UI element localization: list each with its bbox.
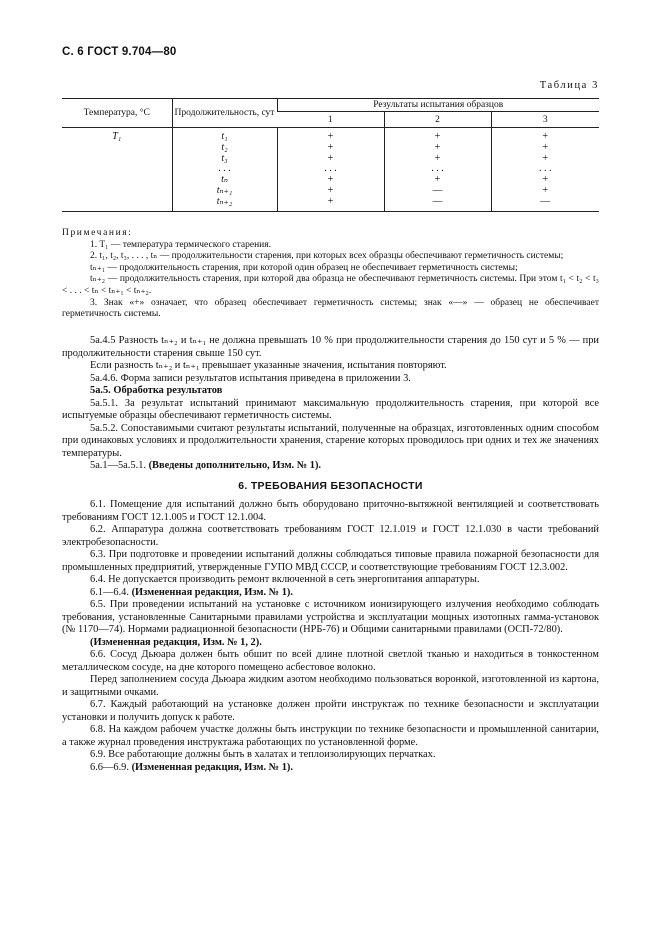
header-sample-2: 2 <box>384 112 491 128</box>
header-results: Результаты испытания образцов <box>277 99 599 112</box>
header-temperature: Температура, °С <box>62 99 172 128</box>
header-sample-1: 1 <box>277 112 384 128</box>
page-header: С. 6 ГОСТ 9.704—80 <box>62 46 177 58</box>
amendment-text: (Введены дополнительно, Изм. № 1). <box>148 460 322 471</box>
result-cell: + <box>491 175 599 186</box>
amendment-range: 6.1—6.4. <box>90 586 132 598</box>
paragraph-6-9: 6.9. Все работающие должны быть в халатах и теплоизолирующих перчатках. <box>90 749 436 760</box>
paragraph-6-2: 6.2. Аппаратура должна соответствовать требованиям ГОСТ 12.1.019 и ГОСТ 12.1.030 в части требований электробезопасности. <box>62 524 599 548</box>
paragraph-6-4: 6.4. Не допускается производить ремонт включенной в сеть энергопитания аппаратуры. <box>90 574 480 585</box>
subsection-heading: 5а.5. Обработка результатов <box>90 385 223 396</box>
result-cell: + <box>277 128 384 143</box>
result-cell: . . . <box>491 164 599 175</box>
paragraph-5a-5-1: 5а.5.1. За результат испытаний принимают максимальную продолжительность старения, при которой все испытуемые образцы обеспечивают герметичность системы. <box>62 397 599 421</box>
temperature-cell: T₁ <box>112 131 122 142</box>
amendment-range: 5а.1—5а.5.1. <box>90 460 149 471</box>
header-sample-3: 3 <box>491 112 599 128</box>
result-cell: + <box>491 186 599 197</box>
paragraph-6-6: 6.6. Сосуд Дьюара должен быть обшит по всей длине плотной светлой тканью и находиться в тонкостенном металлическом сосуде, на дне которого помещено асбестовое волокно. <box>62 649 599 673</box>
result-cell: + <box>277 175 384 186</box>
duration-cell: . . . <box>172 164 277 175</box>
duration-cell: t₂ <box>172 143 277 154</box>
paragraph-6-7: 6.7. Каждый работающий на установке должен пройти инструктаж по технике безопасности и эксплуатации установки и получить допуск к работе. <box>62 699 599 723</box>
paragraph-dewar: Перед заполнением сосуда Дьюара жидким азотом необходимо пользоваться воронкой, изготовленной из картона, и защитными очками. <box>62 674 599 698</box>
result-cell: + <box>491 128 599 143</box>
amendment-range: 6.6—6.9. <box>90 761 132 773</box>
duration-cell: t₃ <box>172 154 277 165</box>
results-table <box>62 98 599 212</box>
table-row <box>62 197 599 211</box>
note-2b: tₙ₊₂ — продолжительность старения, при которой два образца не обеспечивают герметичность системы. При этом t₁ < t₂ < t₃ < . . . < tₙ < tₙ₊₁ < tₙ₊₂. <box>62 274 599 296</box>
amendment-note <box>62 460 599 473</box>
table-row <box>62 143 599 154</box>
result-cell: . . . <box>384 164 491 175</box>
paragraph-5a-5-2: 5а.5.2. Сопоставимыми считают результаты испытаний, полученные на образцах, изготовленных одним способом при одинаковых условиях и продолжительности хранения, старение которых проводилось при одних и тех же значениях температуры. <box>62 422 599 459</box>
result-cell: + <box>384 175 491 186</box>
paragraph-6-1: 6.1. Помещение для испытаний должно быть оборудовано приточно-вытяжной вентиляцией и соответствовать требованиям ГОСТ 12.1.005 и ГОСТ 12.1.004. <box>62 499 599 523</box>
paragraph-5a-4-5: 5а.4.5 Разность tₙ₊₂ и tₙ₊₁ не должна превышать 10 % при продолжительности старения до 150 сут и 5 % — при продолжительности старения свыше 150 сут. <box>62 335 599 359</box>
duration-cell: t₁ <box>172 128 277 143</box>
amendment-text: (Измененная редакция, Изм. № 1). <box>131 761 293 773</box>
duration-cell: tₙ₊₂ <box>172 197 277 211</box>
result-cell: + <box>384 154 491 165</box>
result-cell: + <box>491 154 599 165</box>
result-cell: — <box>384 186 491 197</box>
result-cell: — <box>384 197 491 211</box>
note-1: 1. T₁ — температура термического старения. <box>90 239 271 250</box>
result-cell: — <box>491 197 599 211</box>
amendment-text: (Измененная редакция, Изм. № 1). <box>131 586 293 598</box>
paragraph-5a-4-6: 5а.4.6. Форма записи результатов испытания приведена в приложении 3. <box>90 372 411 384</box>
header-duration: Продолжительность, сут <box>172 99 277 128</box>
paragraph-repeat: Если разность tₙ₊₂ и tₙ₊₁ превышает указанные значения, испытания повторяют. <box>90 360 447 371</box>
amendment-note <box>62 587 599 600</box>
result-cell: + <box>384 143 491 154</box>
result-cell: + <box>277 197 384 211</box>
note-2a: tₙ₊₁ — продолжительность старения, при которой один образец не обеспечивает герметичность системы; <box>90 262 518 273</box>
paragraph-6-5: 6.5. При проведении испытаний на установке с источником ионизирующего излучения необходимо соблюдать требования, установленные Санитарными правилами устройства и эксплуатации мощных изотопных гамма-установок (№ 1170—74). Нормами радиационной безопасности (НРБ-76) и Общими санитарными правилами (ОСП-72/80). <box>62 599 599 635</box>
body-text <box>62 335 599 774</box>
duration-cell: tₙ <box>172 175 277 186</box>
table-caption: Таблица 3 <box>539 80 599 91</box>
note-2: 2. t₁, t₂, t₃, . . . , tₙ — продолжительности старения, при которых всех образцы обеспечивают герметичность системы; <box>90 251 564 262</box>
result-cell: + <box>277 154 384 165</box>
table-body <box>62 128 599 212</box>
section-title: 6. ТРЕБОВАНИЯ БЕЗОПАСНОСТИ <box>238 479 423 492</box>
paragraph-6-3: 6.3. При подготовке и проведении испытаний должны соблюдаться типовые правила пожарной безопасности для промышленных предприятий, утвержденные ГУПО МВД СССР, и соответствующие требованиям ГОСТ 12.3.002. <box>62 549 599 573</box>
notes-heading: Примечания: <box>62 228 133 238</box>
result-cell: + <box>277 143 384 154</box>
table-row <box>62 128 599 143</box>
result-cell: + <box>384 128 491 143</box>
duration-cell: tₙ₊₁ <box>172 186 277 197</box>
note-3: 3. Знак «+» означает, что образец обеспечивает герметичность системы; знак «—» — образец не обеспечивает герметичность системы. <box>62 297 599 320</box>
result-cell: . . . <box>277 164 384 175</box>
result-cell: + <box>277 186 384 197</box>
amendment-note: (Измененная редакция, Изм. № 1, 2). <box>90 636 262 648</box>
amendment-note <box>62 762 599 775</box>
paragraph-6-8: 6.8. На каждом рабочем участке должны быть инструкции по технике безопасности и промышленной санитарии, а также журнал проведения инструктажа работающих по установленной форме. <box>62 724 599 748</box>
table-notes <box>62 228 599 321</box>
result-cell: + <box>491 143 599 154</box>
